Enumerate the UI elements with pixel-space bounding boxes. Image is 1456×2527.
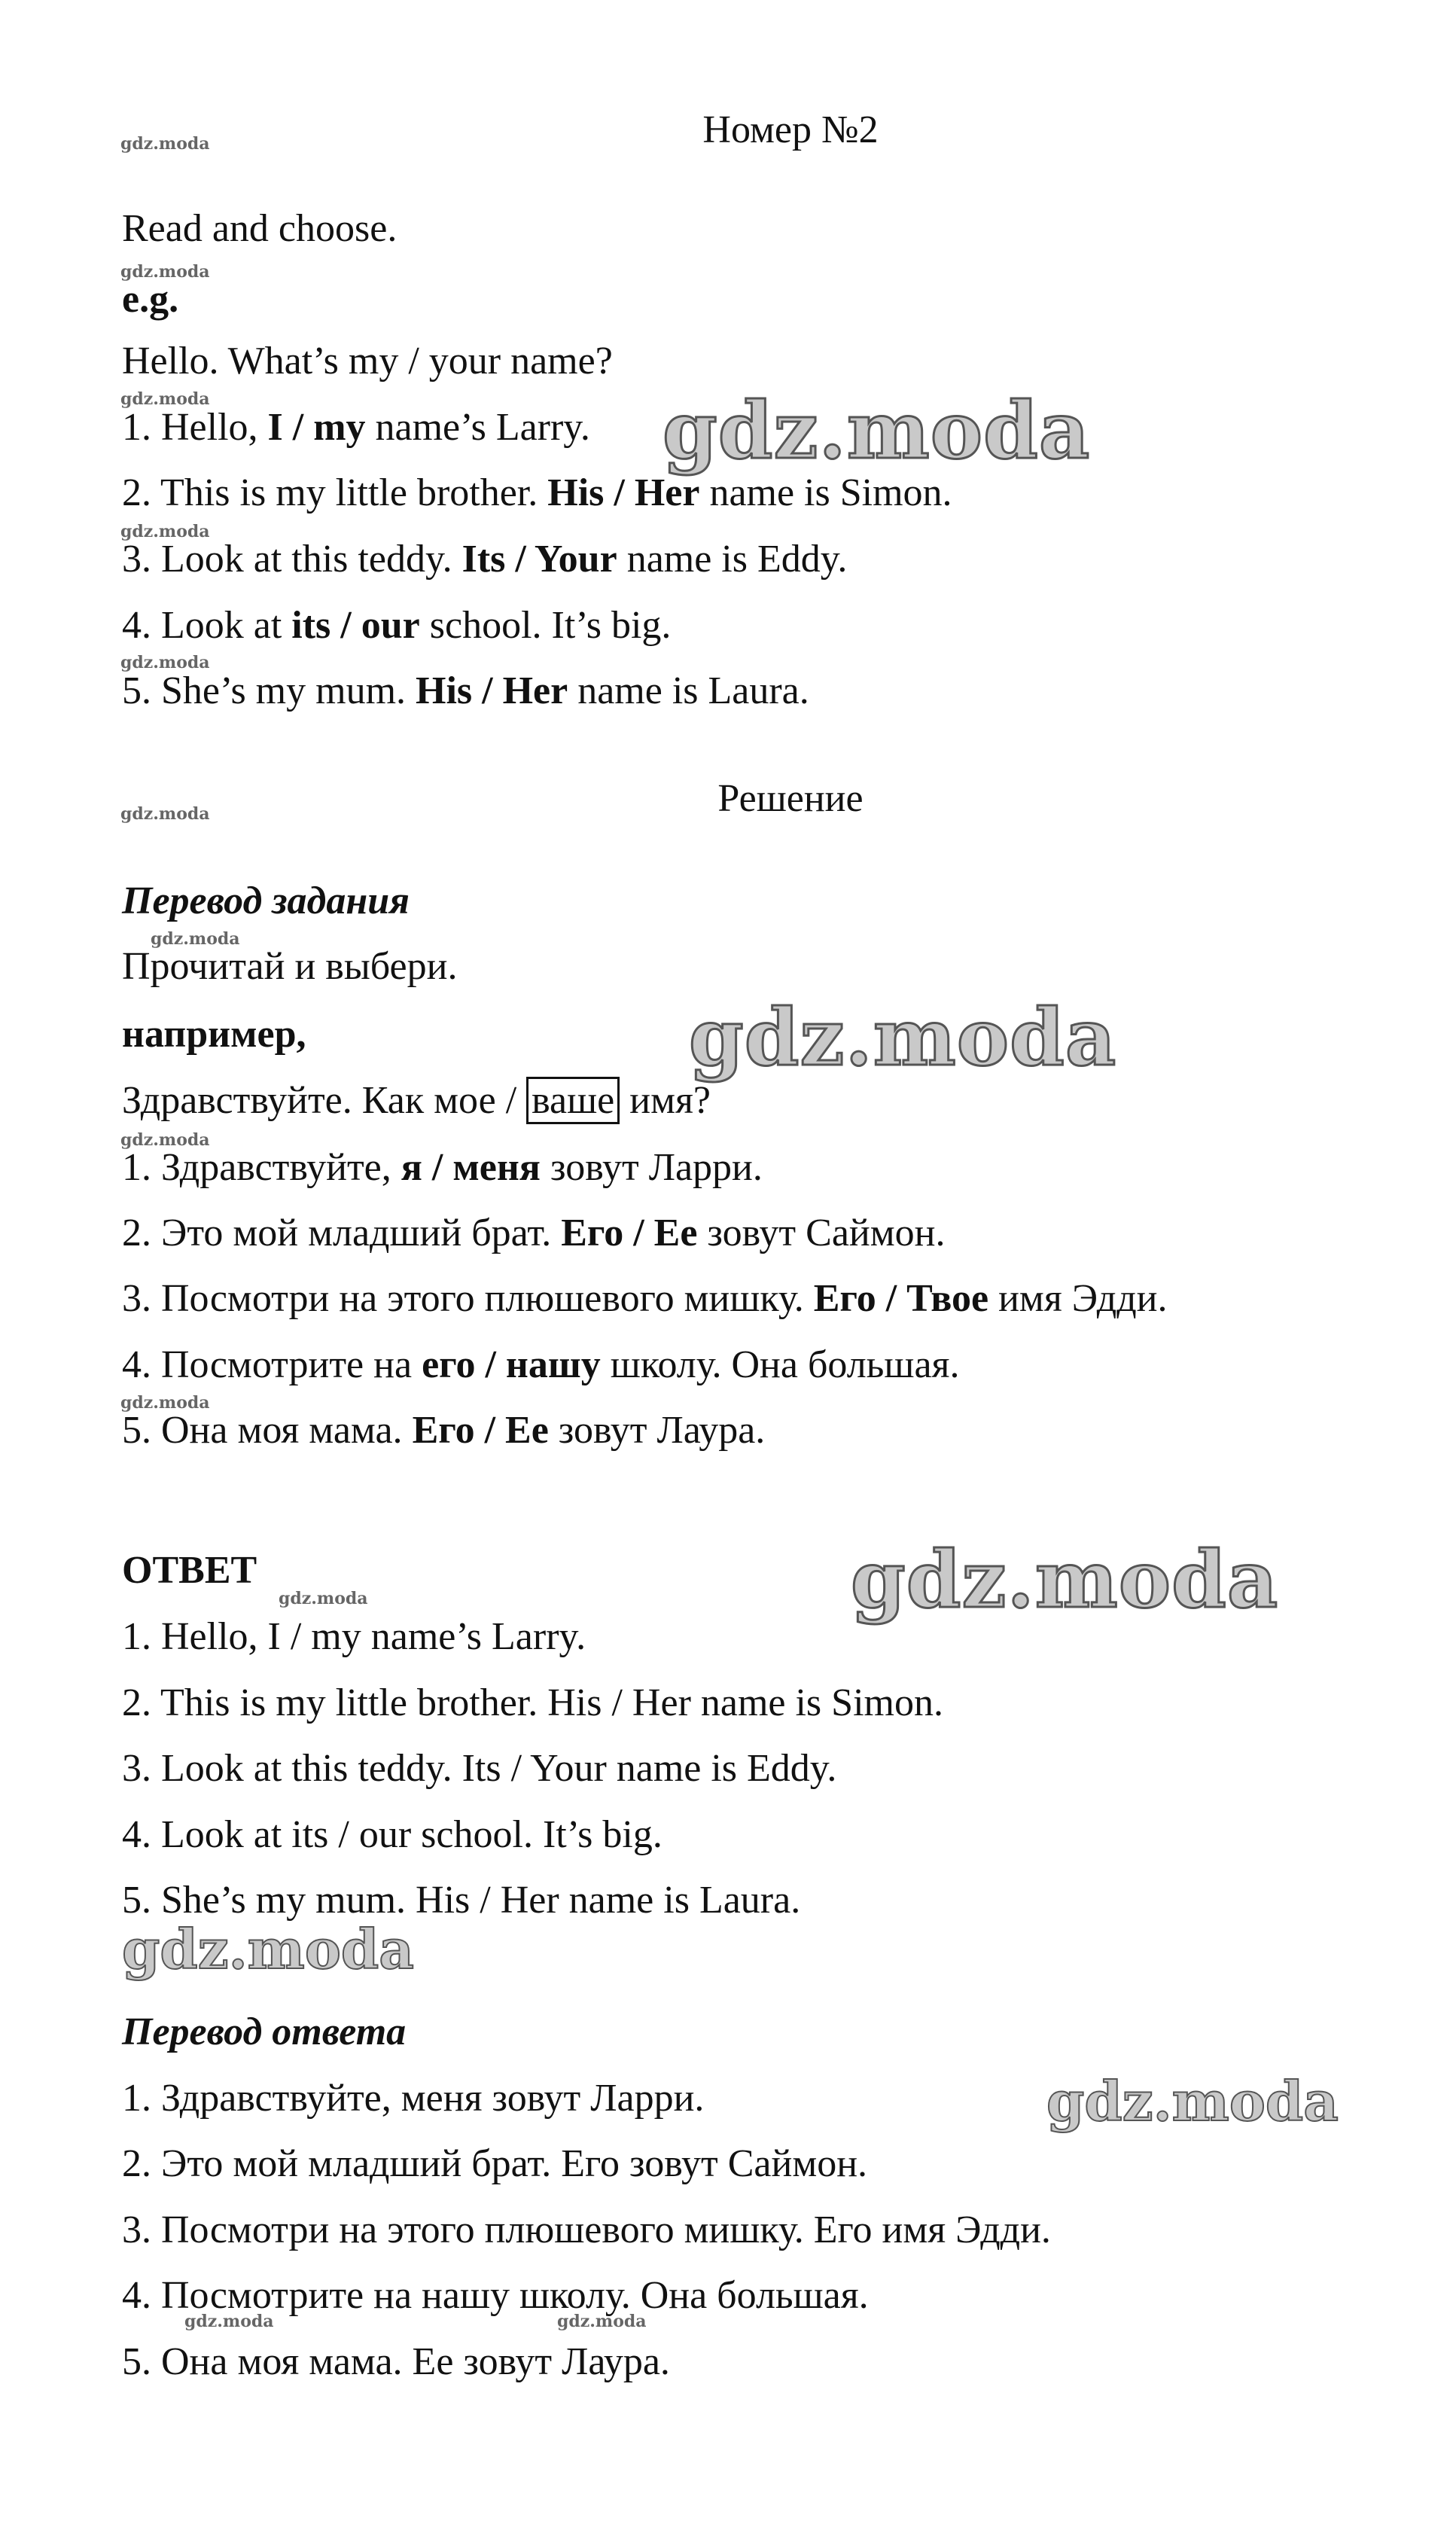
choice: Its / Your — [461, 538, 617, 581]
example-sentence: Hello. What’s my / your name? — [122, 340, 613, 383]
choice: His / Her — [547, 471, 700, 514]
answer-item: 5. She’s my mum. His / Her name is Laura. — [122, 1879, 801, 1922]
answer-translation-item: 2. Это мой младший брат. Его зовут Саймон. — [122, 2142, 868, 2185]
watermark-small: gdz.moda — [120, 804, 210, 824]
task-translation-example: Здравствуйте. Как мое / ваше имя? — [122, 1078, 711, 1124]
watermark-small: gdz.moda — [184, 2312, 274, 2331]
choice: Его / Твое — [813, 1277, 989, 1320]
choice: I / my — [267, 406, 366, 449]
watermark-small: gdz.moda — [120, 262, 210, 282]
solution-heading: Решение — [717, 777, 864, 820]
answer-item: 1. Hello, I / my name’s Larry. — [122, 1615, 586, 1658]
task-translation-item: 3. Посмотри на этого плюшевого мишку. Его / Твое имя Эдди. — [122, 1277, 1168, 1320]
task-instruction: Read and choose. — [122, 207, 398, 250]
watermark-small: gdz.moda — [120, 1130, 210, 1150]
task-translation-item: 5. Она моя мама. Его / Ее зовут Лаура. — [122, 1409, 766, 1452]
answer-translation-heading: Перевод ответа — [122, 2010, 407, 2053]
task-item: 3. Look at this teddy. Its / Your name is Eddy. — [122, 538, 848, 581]
watermark-large: gdz.moda — [689, 991, 1117, 1084]
watermark-large: gdz.moda — [851, 1533, 1279, 1626]
task-translation-instruction: Прочитай и выбери. — [122, 945, 458, 988]
page-title: Номер №2 — [702, 108, 879, 151]
example-label: e.g. — [122, 278, 179, 321]
choice: His / Her — [416, 669, 568, 712]
watermark-small: gdz.moda — [557, 2312, 647, 2331]
task-translation-item: 4. Посмотрите на его / нашу школу. Она большая. — [122, 1343, 960, 1386]
answer-item: 4. Look at its / our school. It’s big. — [122, 1813, 663, 1856]
task-item: 5. She’s my mum. His / Her name is Laura. — [122, 669, 809, 712]
answer-item: 2. This is my little brother. His / Her name is Simon. — [122, 1681, 943, 1724]
answer-translation-item: 3. Посмотри на этого плюшевого мишку. Его имя Эдди. — [122, 2208, 1051, 2251]
watermark-small: gdz.moda — [120, 134, 210, 154]
answer-translation-item: 4. Посмотрите на нашу школу. Она большая. — [122, 2274, 869, 2317]
watermark-small: gdz.moda — [120, 1393, 210, 1413]
answer-translation-item: 1. Здравствуйте, меня зовут Ларри. — [122, 2077, 705, 2120]
choice: Его / Ее — [561, 1212, 698, 1254]
answer-heading: ОТВЕТ — [122, 1549, 257, 1592]
task-translation-heading: Перевод задания — [122, 879, 410, 922]
task-item: 1. Hello, I / my name’s Larry. — [122, 406, 590, 449]
choice: я / меня — [401, 1146, 541, 1189]
watermark-small: gdz.moda — [120, 653, 210, 672]
watermark-small: gdz.moda — [279, 1589, 368, 1608]
task-translation-example-label: например, — [122, 1013, 306, 1056]
watermark-medium: gdz.moda — [122, 1917, 414, 1981]
watermark-small: gdz.moda — [151, 929, 240, 949]
answer-translation-item: 5. Она моя мама. Ее зовут Лаура. — [122, 2340, 670, 2383]
answer-item: 3. Look at this teddy. Its / Your name is Eddy. — [122, 1747, 837, 1790]
choice: Его / Ее — [412, 1409, 549, 1452]
watermark-large: gdz.moda — [663, 384, 1091, 477]
watermark-small: gdz.moda — [120, 389, 210, 409]
choice: его / нашу — [422, 1343, 601, 1386]
choice: its / our — [291, 604, 420, 647]
watermark-medium: gdz.moda — [1046, 2069, 1339, 2133]
task-translation-item: 1. Здравствуйте, я / меня зовут Ларри. — [122, 1146, 763, 1189]
boxed-answer: ваше — [526, 1077, 620, 1124]
task-item: 4. Look at its / our school. It’s big. — [122, 604, 672, 647]
task-item: 2. This is my little brother. His / Her name is Simon. — [122, 471, 952, 514]
watermark-small: gdz.moda — [120, 522, 210, 541]
task-translation-item: 2. Это мой младший брат. Его / Ее зовут Саймон. — [122, 1212, 946, 1254]
